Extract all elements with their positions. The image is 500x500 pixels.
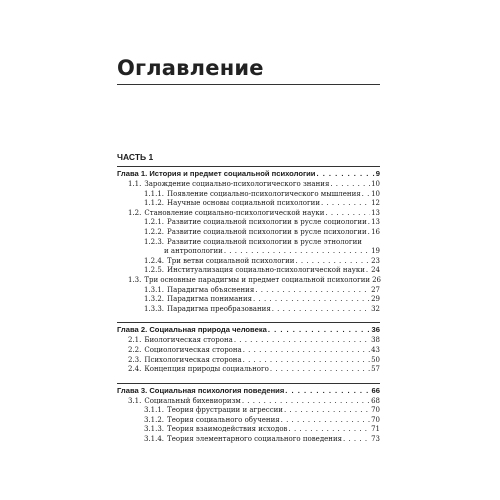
page-number: 9 — [375, 169, 380, 178]
dot-leader — [362, 190, 370, 200]
dot-leader — [234, 336, 370, 346]
chapter-entry[interactable] — [117, 168, 380, 180]
dot-leader — [295, 257, 370, 267]
section-title: Становление социально-психологической науки — [144, 208, 325, 217]
section-title: Институализация социально-психологической науки — [167, 266, 365, 275]
dot-leader — [253, 295, 370, 305]
dot-leader — [272, 305, 370, 315]
section-number: 1.3.2. — [144, 295, 165, 304]
section-number: 1.3.1. — [144, 285, 165, 294]
dot-leader — [268, 324, 371, 336]
section-number: 2.3. — [128, 355, 142, 364]
page-number: 57 — [371, 365, 380, 374]
page-number: 36 — [371, 325, 380, 335]
section-entry[interactable] — [117, 180, 380, 190]
page-number: 10 — [371, 189, 380, 198]
dot-leader — [321, 199, 370, 209]
page-number: 13 — [371, 218, 380, 227]
section-number: 2.4. — [128, 365, 142, 374]
section-title: Парадигма понимания — [167, 295, 253, 304]
section-number: 1.3.3. — [144, 304, 165, 313]
chapter-rule — [117, 322, 380, 323]
section-number: 1.2.4. — [144, 256, 165, 265]
subsection-entry[interactable] — [117, 406, 380, 416]
chapter-title: Глава 2. Социальная природа человека — [117, 325, 267, 335]
page-number: 26 — [372, 275, 382, 284]
section-entry[interactable] — [117, 346, 380, 356]
section-title: Социальный бихевиоризм — [144, 396, 241, 405]
dot-leader — [289, 425, 371, 435]
dot-leader — [243, 356, 370, 366]
page-number: 32 — [371, 304, 380, 313]
subsection-entry[interactable] — [117, 199, 380, 209]
subsection-entry[interactable] — [117, 266, 380, 276]
page-number: 24 — [371, 266, 380, 275]
section-number: 1.2.3. — [144, 237, 165, 246]
dot-leader — [316, 168, 374, 180]
section-title: Концепция природы социального — [144, 365, 269, 374]
section-title: Зарождение социально-психологического знания — [144, 180, 330, 188]
chapter-gap — [117, 375, 380, 383]
page-number: 13 — [371, 208, 380, 217]
section-number: 1.2. — [128, 208, 142, 217]
chapter-rule — [117, 383, 380, 384]
section-number: 1.2.5. — [144, 266, 165, 275]
page-number: 70 — [371, 406, 380, 415]
section-title: Биологическая сторона — [144, 336, 233, 345]
dot-leader — [366, 266, 370, 276]
dot-leader — [368, 218, 370, 228]
subsection-entry[interactable] — [117, 257, 380, 267]
dot-leader — [285, 385, 370, 397]
section-entry[interactable] — [117, 397, 380, 407]
section-title: Психологическая сторона — [144, 355, 242, 364]
page-number: 73 — [371, 435, 380, 444]
page-number: 71 — [371, 425, 380, 434]
section-number: 1.1. — [128, 180, 142, 188]
section-title: Теория элементарного социального поведения — [167, 435, 343, 444]
dot-leader — [325, 209, 370, 219]
subsection-entry[interactable] — [117, 286, 380, 296]
section-number: 1.2.2. — [144, 227, 165, 236]
section-title: Теория социального обучения — [167, 415, 280, 424]
chapter-title: Глава 1. История и предмет социальной психологии — [117, 169, 316, 178]
subsection-entry[interactable] — [117, 425, 380, 435]
page-number: 43 — [371, 345, 380, 354]
dot-leader — [243, 346, 370, 356]
section-number: 3.1.1. — [144, 406, 165, 415]
subsection-entry[interactable] — [117, 435, 380, 445]
subsection-entry[interactable] — [117, 295, 380, 305]
subsection-entry[interactable] — [117, 305, 380, 315]
title-rule — [117, 84, 380, 85]
subsection-entry[interactable] — [117, 190, 380, 200]
page-number: 10 — [371, 180, 380, 188]
chapter-entry[interactable] — [117, 324, 380, 336]
section-title: Три основные парадигмы и предмет социальной психологии — [144, 275, 371, 284]
section-title: Парадигма объяснения — [167, 285, 255, 294]
section-title: Теория взаимодействия исходов — [167, 425, 288, 434]
section-entry[interactable] — [117, 276, 380, 286]
dot-leader — [368, 228, 370, 238]
dot-leader — [343, 435, 370, 445]
section-title: Развитие социальной психологии в русле психологии — [167, 227, 367, 236]
section-number: 1.1.2. — [144, 199, 165, 208]
page-number: 38 — [371, 336, 380, 345]
section-number: 1.1.1. — [144, 189, 165, 198]
page-title: Оглавление — [117, 56, 264, 80]
section-number: 2.1. — [128, 336, 142, 345]
page-number: 68 — [371, 396, 380, 405]
section-entry[interactable] — [117, 336, 380, 346]
section-number: 2.2. — [128, 345, 142, 354]
subsection-entry[interactable] — [117, 228, 380, 238]
chapter-entry[interactable] — [117, 385, 380, 397]
section-number: 1.2.1. — [144, 218, 165, 227]
section-number: 3.1.3. — [144, 425, 165, 434]
dot-leader — [270, 365, 370, 375]
section-title: Социологическая сторона — [144, 345, 242, 354]
chapter-rule — [117, 166, 380, 167]
section-title: Появление социально-психологического мышления — [167, 189, 361, 198]
page-number: 19 — [371, 247, 380, 256]
table-of-contents — [117, 166, 380, 445]
section-title-continued: и антропологии — [164, 247, 223, 256]
chapter-title: Глава 3. Социальная психология поведения — [117, 385, 285, 395]
dot-leader — [242, 397, 370, 407]
section-number: 3.1. — [128, 396, 142, 405]
dot-leader — [224, 247, 370, 257]
section-number: 3.1.4. — [144, 435, 165, 444]
section-title: Парадигма преобразования — [167, 304, 271, 313]
dot-leader — [330, 180, 370, 190]
page-number: 29 — [371, 295, 380, 304]
page-number: 50 — [371, 355, 380, 364]
dot-leader — [255, 286, 370, 296]
dot-leader — [281, 416, 370, 426]
subsection-entry[interactable] — [117, 218, 380, 228]
section-entry[interactable] — [117, 365, 380, 375]
page-number: 23 — [371, 256, 380, 265]
section-title: Теория фрустрации и агрессии — [167, 406, 283, 415]
page-number: 66 — [371, 385, 380, 395]
page-number: 27 — [371, 285, 380, 294]
subsection-entry[interactable] — [117, 238, 380, 248]
section-title: Три ветви социальной психологии — [167, 256, 295, 265]
chapter-gap — [117, 314, 380, 322]
section-entry[interactable] — [117, 209, 380, 219]
subsection-entry-continued[interactable] — [117, 247, 380, 257]
page-number: 70 — [371, 415, 380, 424]
section-title: Научные основы социальной психологии — [167, 199, 321, 208]
section-title: Развитие социальной психологии в русле социологии — [167, 218, 367, 227]
dot-leader — [284, 406, 370, 416]
page-number: 12 — [371, 199, 380, 208]
part-heading: ЧАСТЬ 1 — [117, 152, 154, 162]
subsection-entry[interactable] — [117, 416, 380, 426]
section-entry[interactable] — [117, 356, 380, 366]
section-number: 3.1.2. — [144, 415, 165, 424]
page-number: 16 — [371, 227, 380, 236]
section-number: 1.3. — [128, 275, 142, 284]
section-title: Развитие социальной психологии в русле этнологии — [167, 237, 362, 246]
